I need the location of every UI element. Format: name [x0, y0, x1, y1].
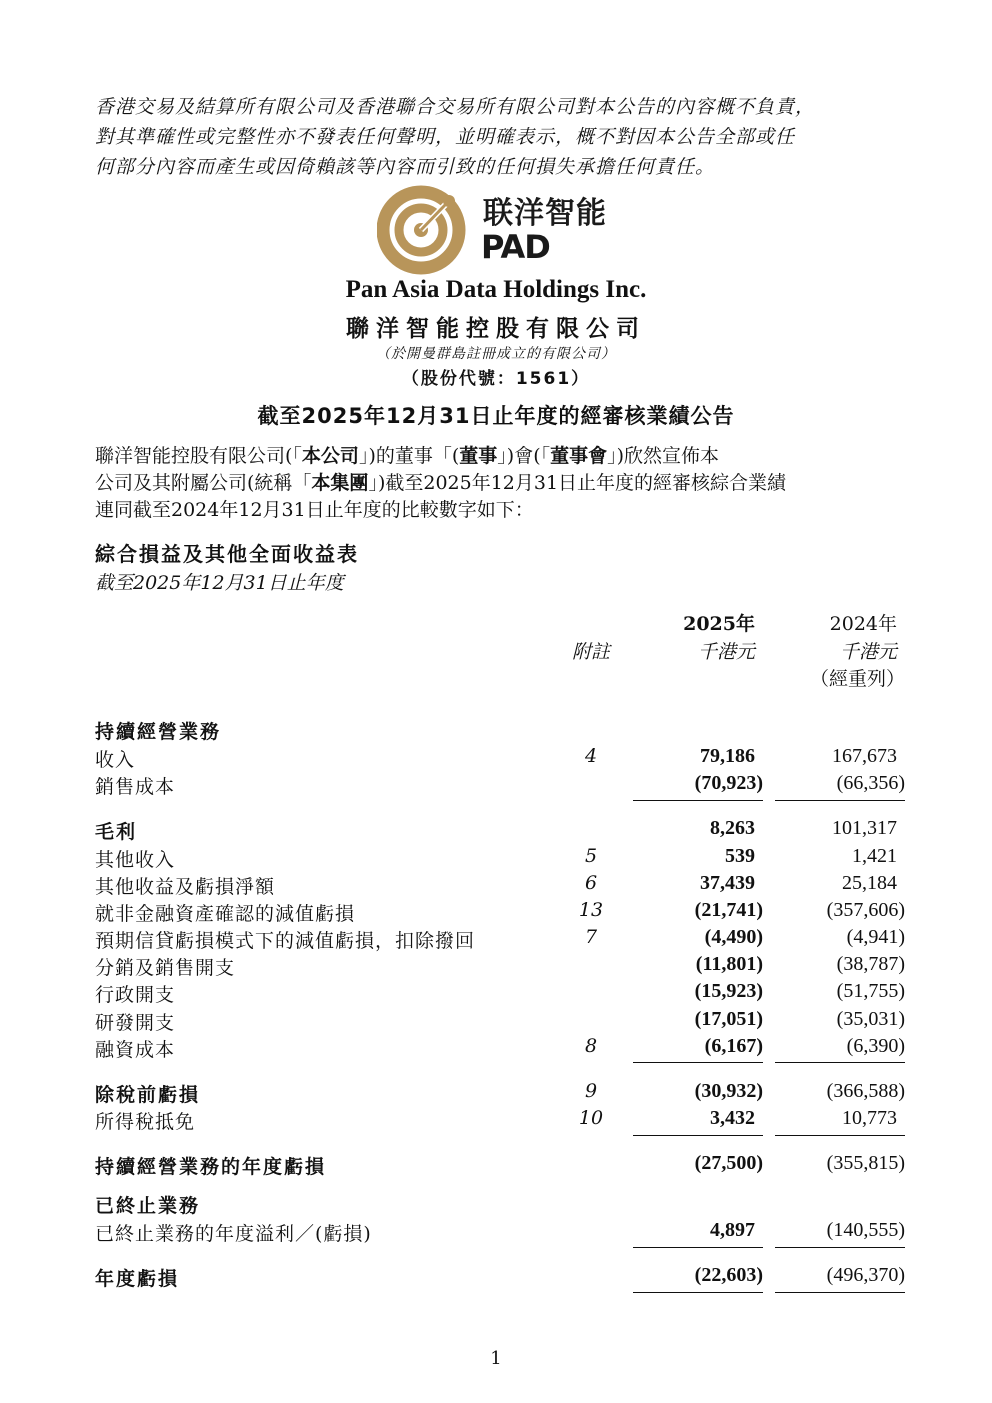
- disclaimer-line: 香港交易及結算所有限公司及香港聯合交易所有限公司對本公告的內容概不負責，: [95, 96, 816, 118]
- row-note: 6: [584, 872, 598, 894]
- table-row: [0, 1107, 992, 1134]
- row-note: 7: [584, 926, 598, 948]
- value-2024: (35,031): [836, 1008, 905, 1030]
- value-2025: (17,051): [694, 1008, 763, 1030]
- table-row: [0, 717, 992, 744]
- row-label: 毛利: [95, 821, 138, 843]
- company-name-cn: 聯洋智能控股有限公司: [346, 316, 646, 342]
- statement-title: 綜合損益及其他全面收益表: [95, 542, 359, 566]
- value-2025: (4,490): [704, 926, 763, 948]
- value-2024: 1,421: [852, 845, 897, 867]
- value-2025: 37,439: [700, 872, 755, 894]
- table-row: [0, 1035, 992, 1062]
- value-2025: 4,897: [710, 1219, 755, 1241]
- row-note: 4: [584, 745, 598, 767]
- value-2024: (140,555): [826, 1219, 905, 1241]
- table-row: [0, 1264, 992, 1291]
- header-2024-restated: （經重列）: [809, 668, 905, 690]
- value-2024: (4,941): [846, 926, 905, 948]
- intro-line: 公司及其附屬公司(統稱「本集團」)截至2025年12月31日止年度的經審核綜合業績: [95, 472, 787, 494]
- value-2025: (27,500): [694, 1152, 763, 1174]
- row-note: 10: [578, 1107, 604, 1129]
- value-2024: (6,390): [846, 1035, 905, 1057]
- row-note: 9: [584, 1080, 598, 1102]
- logo-chinese: 联洋智能: [483, 196, 607, 231]
- value-2024: (66,356): [836, 772, 905, 794]
- value-2024: 101,317: [832, 817, 897, 839]
- table-row: [0, 872, 992, 899]
- subtotal-rule: [775, 1135, 905, 1136]
- value-2024: (496,370): [826, 1264, 905, 1286]
- row-label: 就非金融資產確認的減值虧損: [95, 903, 356, 925]
- table-row: [0, 845, 992, 872]
- logo-english: PAD: [481, 228, 550, 266]
- value-2025: (15,923): [694, 980, 763, 1002]
- value-2025: (30,932): [694, 1080, 763, 1102]
- subtotal-rule: [775, 1247, 905, 1248]
- row-label: 銷售成本: [95, 776, 176, 798]
- value-2025: 3,432: [710, 1107, 755, 1129]
- company-name-en: Pan Asia Data Holdings Inc.: [345, 276, 647, 303]
- subtotal-rule: [775, 1292, 905, 1293]
- statement-subtitle: 截至2025年12月31日止年度: [95, 572, 344, 594]
- value-2024: (38,787): [836, 953, 905, 975]
- intro-line: 連同截至2024年12月31日止年度的比較數字如下：: [95, 499, 534, 521]
- row-label: 持續經營業務的年度虧損: [95, 1156, 327, 1178]
- value-2025: 79,186: [700, 745, 755, 767]
- value-2024: (366,588): [826, 1080, 905, 1102]
- header-2025-unit: 千港元: [697, 641, 755, 663]
- subtotal-rule: [633, 1135, 763, 1136]
- header-note: 附註: [571, 641, 610, 663]
- table-row: [0, 1008, 992, 1035]
- disclaimer: [95, 92, 905, 182]
- intro-line: 聯洋智能控股有限公司(「本公司」)的董事「(董事」)會(「董事會」)欣然宣佈本: [95, 445, 720, 467]
- row-note: 5: [584, 845, 598, 867]
- row-note: 13: [578, 899, 604, 921]
- header-2024-unit: 千港元: [839, 641, 897, 663]
- row-label: 除稅前虧損: [95, 1084, 201, 1106]
- value-2025: (6,167): [704, 1035, 763, 1057]
- row-label: 其他收益及虧損淨額: [95, 876, 276, 898]
- subtotal-rule: [633, 1247, 763, 1248]
- row-label: 已終止業務的年度溢利／(虧損): [95, 1223, 372, 1245]
- row-label: 所得稅抵免: [95, 1111, 196, 1133]
- disclaimer-line: 對其準確性或完整性亦不發表任何聲明，並明確表示，概不對因本公告全部或任: [95, 126, 796, 148]
- disclaimer-line: 何部分內容而產生或因倚賴該等內容而引致的任何損失承擔任何責任。: [95, 156, 716, 178]
- value-2024: (355,815): [826, 1152, 905, 1174]
- value-2024: (51,755): [836, 980, 905, 1002]
- table-row: [0, 1191, 992, 1218]
- value-2024: (357,606): [826, 899, 905, 921]
- announcement-title: 截至2025年12月31日止年度的經審核業績公告: [257, 404, 735, 428]
- row-label: 融資成本: [95, 1039, 176, 1061]
- subtotal-rule: [633, 1062, 763, 1063]
- value-2025: 539: [725, 845, 755, 867]
- page-number: 1: [490, 1348, 502, 1369]
- subtotal-rule: [633, 800, 763, 801]
- table-row: [0, 817, 992, 844]
- stock-code: （股份代號：1561）: [401, 369, 591, 389]
- subtotal-rule: [775, 1062, 905, 1063]
- header-2024-year: 2024年: [829, 613, 897, 635]
- row-label: 預期信貸虧損模式下的減值虧損，扣除撥回: [95, 930, 476, 952]
- row-note: 8: [584, 1035, 598, 1057]
- row-label: 研發開支: [95, 1012, 176, 1034]
- row-label: 已終止業務: [95, 1195, 201, 1217]
- value-2025: (21,741): [694, 899, 763, 921]
- table-row: [0, 953, 992, 980]
- table-row: [0, 745, 992, 772]
- table-row: [0, 980, 992, 1007]
- value-2024: 25,184: [842, 872, 897, 894]
- table-row: [0, 1219, 992, 1246]
- row-label: 其他收入: [95, 849, 176, 871]
- header-2025-year: 2025年: [683, 613, 755, 635]
- table-row: [0, 899, 992, 926]
- row-label: 持續經營業務: [95, 721, 222, 743]
- value-2024: 167,673: [832, 745, 897, 767]
- value-2024: 10,773: [842, 1107, 897, 1129]
- row-label: 年度虧損: [95, 1268, 180, 1290]
- intro-paragraph: [95, 443, 905, 524]
- incorporation-note: （於開曼群島註冊成立的有限公司）: [376, 346, 616, 362]
- value-2025: (11,801): [695, 953, 763, 975]
- value-2025: 8,263: [710, 817, 755, 839]
- row-label: 行政開支: [95, 984, 176, 1006]
- row-label: 分銷及銷售開支: [95, 957, 236, 979]
- table-row: [0, 1152, 992, 1179]
- table-row: [0, 1080, 992, 1107]
- table-row: [0, 926, 992, 953]
- subtotal-rule: [633, 1292, 763, 1293]
- subtotal-rule: [775, 800, 905, 801]
- value-2025: (22,603): [694, 1264, 763, 1286]
- table-row: [0, 772, 992, 799]
- value-2025: (70,923): [694, 772, 763, 794]
- row-label: 收入: [95, 749, 136, 771]
